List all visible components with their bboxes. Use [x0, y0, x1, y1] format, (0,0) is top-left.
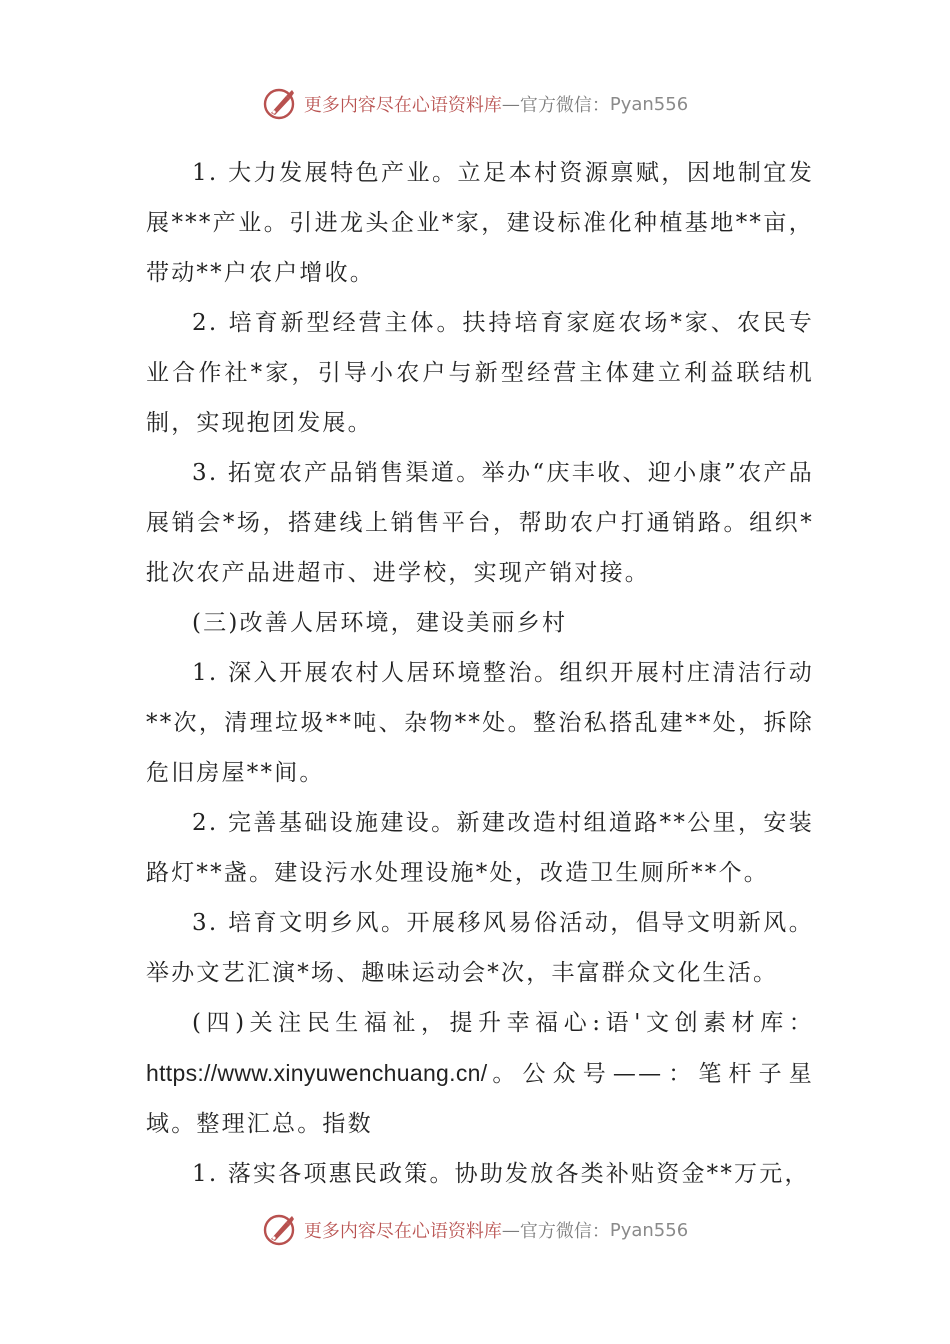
- paragraph: 1. 大力发展特色产业。立足本村资源禀赋，因地制宜发展***产业。引进龙头企业*家，建设标准化种植基地**亩，带动**户农户增收。: [146, 160, 814, 286]
- website-url: https://www.xinyuwenchuang.cn/: [146, 1060, 488, 1086]
- heading-text: (四)关注民生福祉，提升幸福心:语'文创素材库：: [192, 1010, 814, 1036]
- paragraph: 1. 落实各项惠民政策。协助发放各类补贴资金**万元，: [192, 1161, 810, 1187]
- pen-nib-logo-icon: [262, 1212, 298, 1248]
- banner-dash: —: [501, 1219, 520, 1241]
- paragraph: 3. 拓宽农产品销售渠道。举办“庆丰收、迎小康”农产品展销会*场，搭建线上销售平台，帮助农户打通销路。组织*批次农产品进超市、进学校，实现产销对接。: [146, 460, 814, 586]
- document-body: [146, 148, 814, 1199]
- banner-main-text: 更多内容尽在心语资料库: [303, 95, 502, 116]
- pen-nib-logo-icon: [262, 86, 298, 122]
- paragraph: 2. 培育新型经营主体。扶持培育家庭农场*家、农民专业合作社*家，引导小农户与新型经营主体建立利益联结机制，实现抱团发展。: [146, 310, 814, 436]
- paragraph: 1. 深入开展农村人居环境整治。组织开展村庄清洁行动**次，清理垃圾**吨、杂物**处。整治私搭乱建**处，拆除危旧房屋**间。: [146, 660, 814, 786]
- header-banner: [0, 82, 950, 126]
- footer-banner: [0, 1208, 950, 1252]
- section-heading: (三)改善人居环境，建设美丽乡村: [192, 610, 568, 636]
- section-heading-mixed: [146, 998, 814, 1149]
- banner-main-text: 更多内容尽在心语资料库: [303, 1221, 502, 1242]
- banner-wechat-id: Pyan556: [609, 1219, 689, 1241]
- heading-tail: 。公众号——：笔杆子星域。整理汇总。指数: [146, 1061, 814, 1137]
- banner-wechat-label: 官方微信：: [519, 1221, 610, 1242]
- paragraph: 2. 完善基础设施建设。新建改造村组道路**公里，安装路灯**盏。建设污水处理设施*处，改造卫生厕所**个。: [146, 810, 814, 886]
- banner-wechat-id: Pyan556: [609, 93, 689, 115]
- paragraph: 3. 培育文明乡风。开展移风易俗活动，倡导文明新风。举办文艺汇演*场、趣味运动会*次，丰富群众文化生活。: [146, 910, 814, 986]
- banner-wechat-label: 官方微信：: [519, 95, 610, 116]
- banner-dash: —: [501, 93, 520, 115]
